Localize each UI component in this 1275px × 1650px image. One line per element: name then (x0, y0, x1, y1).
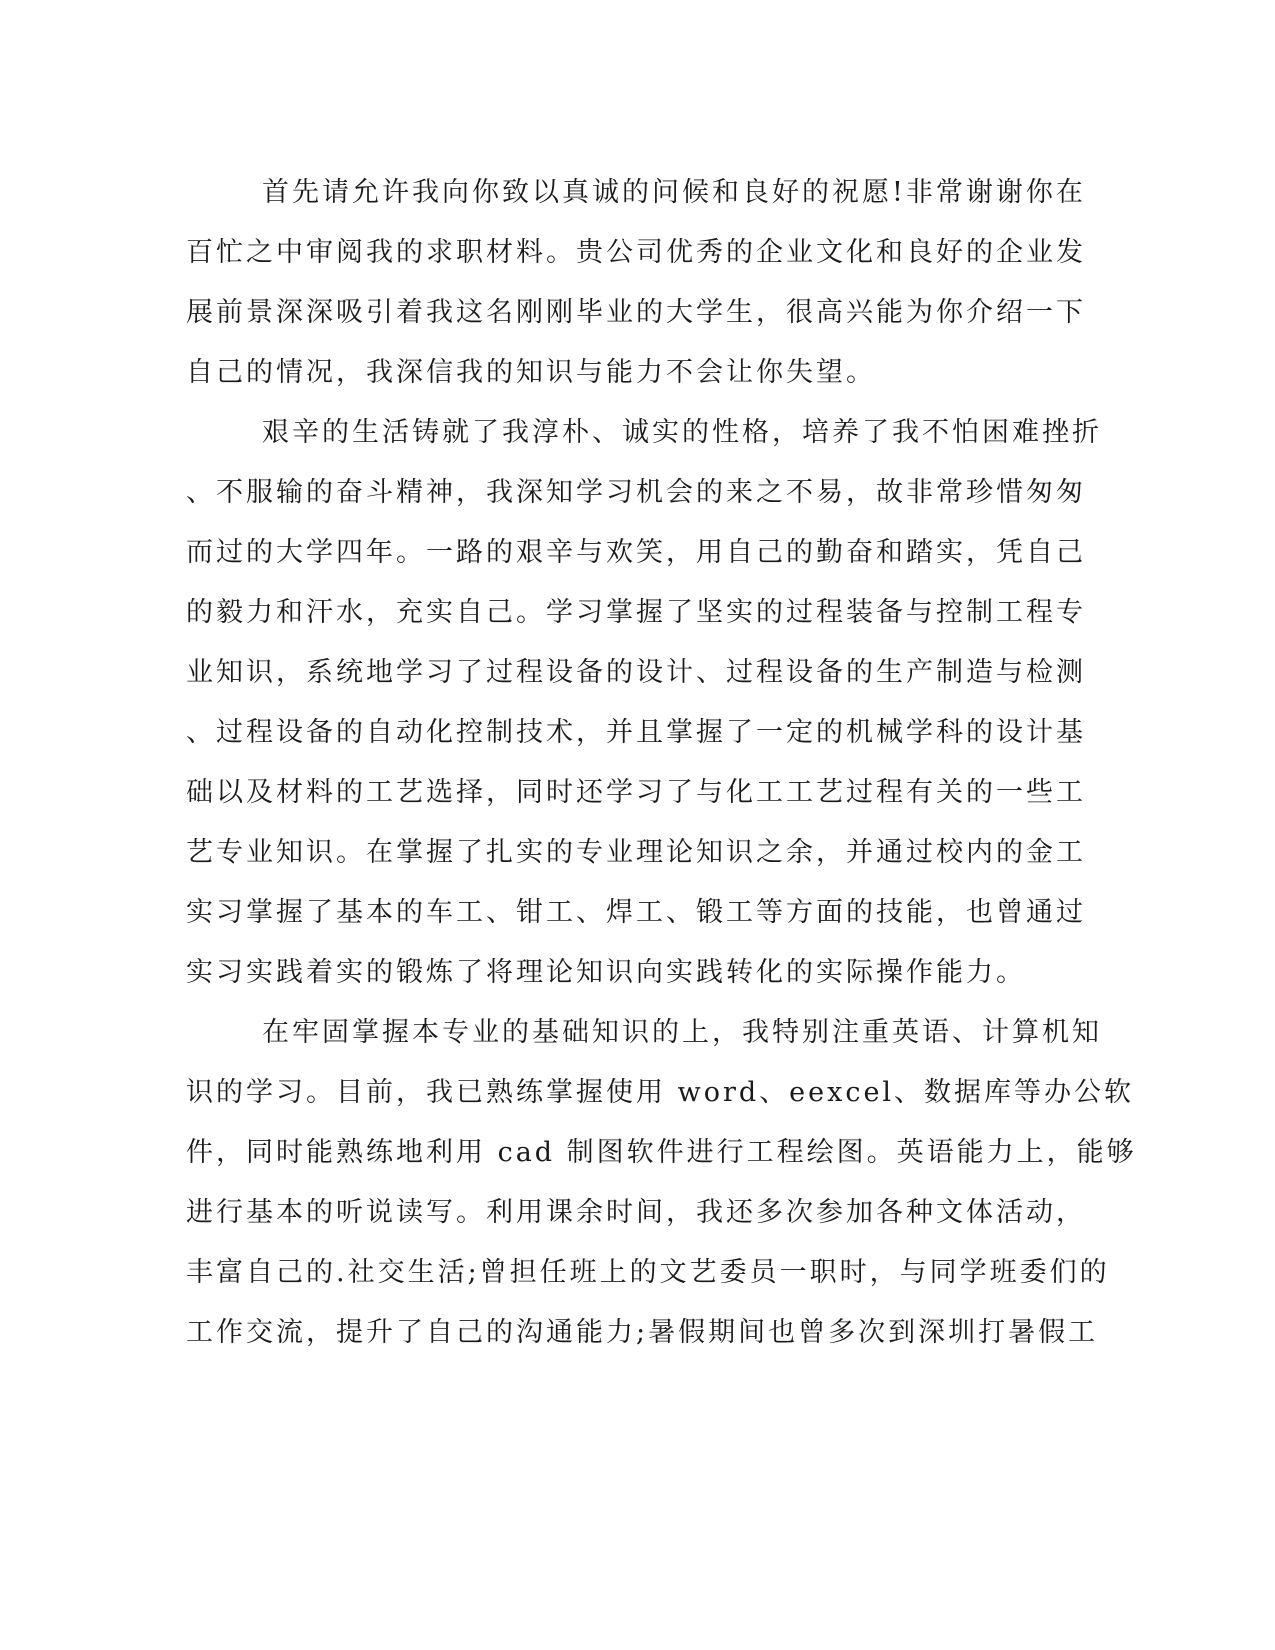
paragraph-2-line-1: 艰辛的生活铸就了我淳朴、诚实的性格，培养了我不怕困难挫折 (262, 417, 1102, 448)
paragraph-3-line-1: 在牢固掌握本专业的基础知识的上，我特别注重英语、计算机知 (262, 1017, 1102, 1048)
paragraph-1-line-1: 首先请允许我向你致以真诚的问候和良好的祝愿!非常谢谢你在 (262, 177, 1086, 208)
paragraph-2-line-7: 础以及材料的工艺选择，同时还学习了与化工工艺过程有关的一些工 (186, 777, 1086, 808)
paragraph-2-line-5: 业知识，系统地学习了过程设备的设计、过程设备的生产制造与检测 (186, 657, 1086, 688)
paragraph-3-line-3: 件，同时能熟练地利用 cad 制图软件进行工程绘图。英语能力上，能够 (186, 1137, 1137, 1168)
paragraph-1-line-3: 展前景深深吸引着我这名刚刚毕业的大学生，很高兴能为你介绍一下 (186, 297, 1086, 328)
paragraph-2-line-3: 而过的大学四年。一路的艰辛与欢笑，用自己的勤奋和踏实，凭自己 (186, 537, 1086, 568)
paragraph-3-line-4: 进行基本的听说读写。利用课余时间，我还多次参加各种文体活动， (186, 1197, 1086, 1228)
paragraph-3-line-5: 丰富自己的.社交生活;曾担任班上的文艺委员一职时，与同学班委们的 (186, 1257, 1110, 1288)
paragraph-2-line-9: 实习掌握了基本的车工、钳工、焊工、锻工等方面的技能，也曾通过 (186, 897, 1086, 928)
paragraph-3-line-6: 工作交流，提升了自己的沟通能力;暑假期间也曾多次到深圳打暑假工 (186, 1317, 1099, 1348)
paragraph-1-line-4: 自己的情况，我深信我的知识与能力不会让你失望。 (186, 357, 876, 388)
paragraph-2-line-10: 实习实践着实的锻炼了将理论知识向实践转化的实际操作能力。 (186, 957, 1026, 988)
paragraph-2-line-8: 艺专业知识。在掌握了扎实的专业理论知识之余，并通过校内的金工 (186, 837, 1086, 868)
paragraph-2-line-4: 的毅力和汗水，充实自己。学习掌握了坚实的过程装备与控制工程专 (186, 597, 1086, 628)
paragraph-2-line-6: 、过程设备的自动化控制技术，并且掌握了一定的机械学科的设计基 (186, 717, 1086, 748)
paragraph-3-line-2: 识的学习。目前，我已熟练掌握使用 word、eexcel、数据库等办公软 (186, 1077, 1135, 1108)
paragraph-1-line-2: 百忙之中审阅我的求职材料。贵公司优秀的企业文化和良好的企业发 (186, 237, 1086, 268)
letter-body (186, 163, 1137, 1363)
paragraph-2-line-2: 、不服输的奋斗精神，我深知学习机会的来之不易，故非常珍惜匆匆 (186, 477, 1086, 508)
